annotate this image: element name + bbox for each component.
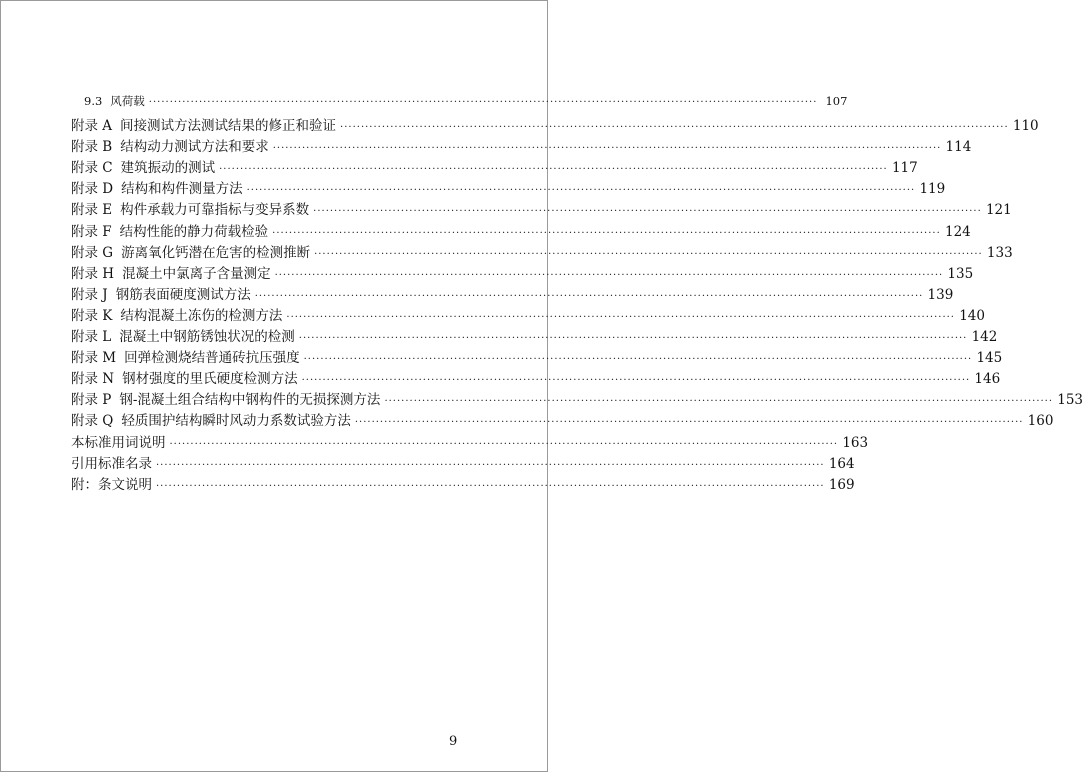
- toc-entry: [71, 367, 1001, 388]
- toc-entry-number: 附录 J: [71, 286, 108, 303]
- toc-entry: [71, 346, 1003, 367]
- dot-leader: ································································································································································: [272, 143, 942, 155]
- dot-leader: ································································································································································: [156, 480, 825, 492]
- toc-entry-title: 引用标准名录: [71, 455, 152, 472]
- toc-entry-title: 间接测试方法测试结果的修正和验证: [120, 118, 337, 135]
- dot-leader: ································································································································································: [303, 354, 973, 366]
- toc-entry-title: 构件承载力可靠指标与变异系数: [120, 202, 310, 219]
- toc-entry-number: 附录 A: [71, 118, 113, 135]
- dot-leader: ································································································································································: [254, 290, 924, 302]
- dot-leader: ································································································································································: [286, 311, 955, 323]
- toc-entry: [71, 283, 954, 304]
- table-of-contents: [71, 93, 1083, 494]
- toc-entry-page: 142: [971, 329, 998, 346]
- toc-entry-page: 140: [959, 307, 985, 324]
- toc-entry-title: 钢筋表面硬度测试方法: [115, 286, 251, 303]
- dot-leader: ································································································································································: [156, 459, 825, 471]
- toc-entry: [71, 409, 1054, 430]
- toc-entry-page: 153: [1057, 392, 1083, 409]
- page-number: 9: [449, 734, 458, 749]
- toc-entry-number: 附录 F: [71, 223, 112, 240]
- toc-entry-page: 124: [944, 223, 971, 240]
- dot-leader: ································································································································································: [354, 417, 1024, 429]
- toc-entry-number: 9.3: [84, 94, 103, 108]
- toc-entry-title: 混凝土中钢筋锈蚀状况的检测: [119, 329, 295, 346]
- toc-entry-title: 回弹检测烧结普通砖抗压强度: [124, 350, 300, 367]
- dot-leader: ································································································································································: [219, 164, 888, 176]
- toc-entry-page: 107: [825, 94, 848, 108]
- toc-entry-page: 139: [927, 286, 954, 303]
- toc-entry-number: 附录 Q: [71, 413, 114, 430]
- toc-entry-number: 附录 M: [71, 350, 117, 367]
- toc-entry-title: 混凝土中氯离子含量测定: [122, 265, 271, 282]
- toc-entry-page: 163: [842, 434, 869, 451]
- toc-entry-number: 附录 N: [71, 371, 115, 388]
- toc-entry-page: 114: [945, 139, 972, 156]
- toc-entry-number: 附录 H: [71, 265, 115, 282]
- toc-entry-number: 附录 L: [71, 329, 112, 346]
- toc-entry-number: 附录 P: [71, 392, 112, 409]
- toc-entry: [71, 262, 974, 283]
- toc-entry-title: 风荷载: [110, 94, 145, 108]
- toc-entry-number: 附录 C: [71, 160, 113, 177]
- toc-entry-number: 附录 K: [71, 307, 113, 324]
- toc-entry: [71, 325, 998, 346]
- toc-entry: [71, 156, 918, 177]
- toc-entry-page: 133: [986, 244, 1013, 261]
- dot-leader: ································································································································································: [384, 396, 1054, 408]
- toc-entry-page: 145: [976, 350, 1003, 367]
- dot-leader: ································································································································································: [169, 438, 839, 450]
- toc-entry: [71, 114, 1039, 135]
- toc-entry-page: 117: [891, 160, 918, 177]
- toc-entry-page: 121: [985, 202, 1012, 219]
- toc-entry-page: 146: [974, 371, 1001, 388]
- toc-entry: [71, 198, 1012, 219]
- toc-entry-page: 160: [1027, 413, 1054, 430]
- toc-entry-number: 附录 G: [71, 244, 114, 261]
- toc-entry-title: 结构混凝土冻伤的检测方法: [120, 307, 283, 324]
- toc-entry-title: 钢材强度的里氏硬度检测方法: [122, 371, 298, 388]
- toc-entry: [71, 135, 972, 156]
- toc-entry: [71, 220, 971, 241]
- toc-entry: [71, 241, 1013, 262]
- toc-entry-number: 附录 E: [71, 202, 113, 219]
- toc-entry-title: 附：条文说明: [71, 476, 152, 493]
- toc-entry-page: 169: [828, 476, 855, 493]
- toc-entry-title: 钢-混凝土组合结构中钢构件的无损探测方法: [119, 392, 381, 409]
- dot-leader: ································································································································································: [298, 333, 968, 345]
- toc-entry: [71, 388, 1083, 409]
- dot-leader: ································································································································································: [148, 97, 818, 108]
- toc-entry: [71, 304, 985, 325]
- toc-entry-title: 游离氧化钙潜在危害的检测推断: [121, 244, 311, 261]
- dot-leader: ································································································································································: [313, 206, 982, 218]
- toc-entry-title: 轻质围护结构瞬时风动力系数试验方法: [121, 413, 351, 430]
- toc-entry-page: 110: [1012, 118, 1039, 135]
- dot-leader: ································································································································································: [274, 269, 944, 281]
- toc-entry-title: 结构性能的静力荷载检验: [119, 223, 269, 240]
- toc-entry-title: 本标准用词说明: [71, 434, 166, 451]
- dot-leader: ································································································································································: [272, 227, 941, 239]
- toc-entry-title: 结构动力测试方法和要求: [120, 139, 269, 156]
- dot-leader: ································································································································································: [314, 248, 983, 260]
- toc-entry-page: 119: [919, 181, 946, 198]
- toc-entry: [71, 431, 869, 452]
- toc-entry-page: 135: [947, 265, 974, 282]
- toc-entry-number: 附录 B: [71, 139, 113, 156]
- toc-entry-number: 附录 D: [71, 181, 114, 198]
- toc-entry: [71, 473, 855, 494]
- toc-entry-title: 建筑振动的测试: [120, 160, 216, 177]
- toc-entry: [71, 177, 946, 198]
- dot-leader: ································································································································································: [340, 122, 1009, 134]
- toc-entry: [71, 93, 848, 114]
- dot-leader: ································································································································································: [246, 185, 916, 197]
- dot-leader: ································································································································································: [301, 375, 971, 387]
- toc-entry: [71, 452, 855, 473]
- toc-entry-title: 结构和构件测量方法: [121, 181, 243, 198]
- toc-entry-page: 164: [828, 455, 855, 472]
